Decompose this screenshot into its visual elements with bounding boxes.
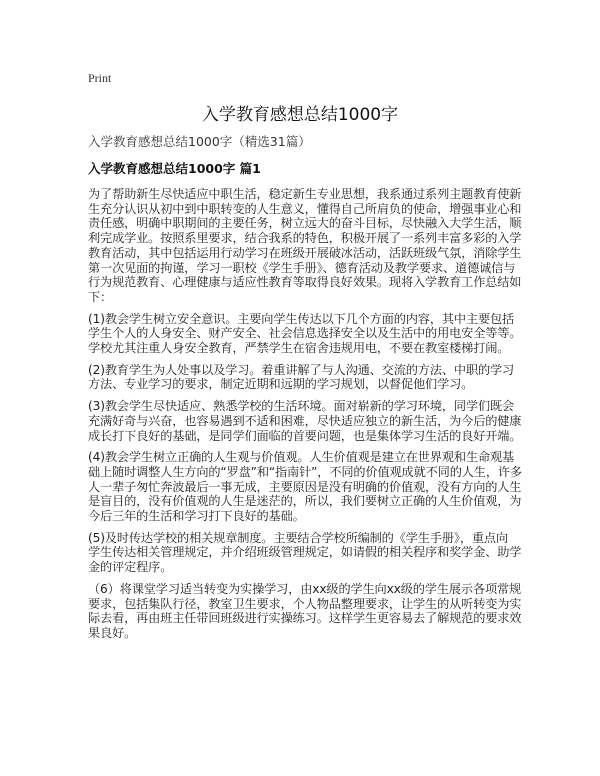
paragraph-line: 行为规范教育、心理健康与适应性教育等取得良好效果。现将入学教育工作总结如 — [88, 275, 522, 290]
paragraph — [88, 582, 528, 641]
section-heading: 入学教育感想总结1000字 篇1 — [88, 161, 261, 176]
paragraph-line: (4)教会学生树立正确的人生观与价值观。人生价值观是建立在世界观和生命观基 — [88, 450, 515, 465]
paragraph-line: 要求，包括集队行径，教室卫生要求，个人物品整理要求，让学生的从听转变为实 — [88, 596, 522, 611]
paragraph — [88, 187, 528, 305]
paragraph-line: 成长打下良好的基础，是同学们面临的首要问题，也是集体学习生活的良好开端。 — [88, 428, 522, 443]
print-link[interactable]: Print — [88, 71, 112, 85]
paragraph-line: 金的评定程序。 — [88, 560, 173, 575]
paragraph-line: (1)教会学生树立安全意识。主要向学生传达以下几个方面的内容，其中主要包括 — [88, 311, 515, 326]
paragraph — [88, 450, 528, 524]
paragraph-line: (5)及时传达学校的相关规章制度。主要结合学校所编制的《学生手册》，重点向 — [88, 530, 508, 545]
paragraph-line: 第一次见面的拘谨，学习一职校《学生手册》、德育活动及教学要求、道德诚信与 — [88, 260, 516, 275]
paragraph-line: （6）将课堂学习适当转变为实操学习，由xx级的学生向xx级的学生展示各项常规 — [88, 581, 522, 596]
paragraph-line: 人一辈子匆忙奔波最后一事无成，主要原因是没有明确的价值观，没有方向的人生 — [88, 479, 522, 494]
paragraph-line: 果良好。 — [88, 625, 137, 640]
paragraph-line: (2)教育学生为人处事以及学习。着重讲解了与人沟通、交流的方法、中职的学习 — [88, 362, 515, 377]
paragraph-line: 生充分认识从初中到中职转变的人生意义，懂得自己所肩负的使命，增强事业心和 — [88, 201, 522, 216]
paragraph-line: 学生传达相关管理规定，并介绍班级管理规定，如请假的相关程序和奖学金、助学 — [88, 545, 522, 560]
paragraph-line: 今后三年的生活和学习打下良好的基础。 — [88, 509, 305, 524]
subtitle: 入学教育感想总结1000字（精选31篇） — [88, 134, 311, 149]
paragraph — [88, 363, 528, 392]
paragraph — [88, 312, 528, 356]
paragraph-line: 际去看，再由班主任带回班级进行实操练习。这样学生更容易去了解规范的要求效 — [88, 611, 522, 626]
paragraph-line: 为了帮助新生尽快适应中职生活，稳定新生专业思想，我系通过系列主题教育使新 — [88, 187, 522, 201]
paragraph-line: 下： — [88, 289, 113, 304]
paragraph-line: 教育活动，其中包括运用行动学习在班级开展破冰活动，活跃班级气氛，消除学生 — [88, 245, 522, 260]
paragraph — [88, 399, 528, 443]
paragraph-line: 学生个人的人身安全、财产安全、社会信息选择安全以及生活中的用电安全等等。 — [88, 326, 522, 341]
paragraph-line: (3)教会学生尽快适应、熟悉学校的生活环境。面对崭新的学习环境，同学们既会 — [88, 399, 515, 414]
paragraph-line: 学校尤其注重人身安全教育，严禁学生在宿舍违规用电，不要在教室楼梯打闹。 — [88, 341, 510, 356]
paragraph-line: 充满好奇与兴奋，也容易遇到不适和困难，尽快适应独立的新生活，为今后的健康 — [88, 413, 522, 428]
paragraph-line: 是盲目的，没有价值观的人生是迷茫的，所以，我们要树立正确的人生价值观，为 — [88, 494, 522, 509]
paragraph — [88, 531, 528, 575]
article-body — [88, 187, 528, 648]
paragraph-line: 利完成学业。按照系里要求，结合我系的特色，积极开展了一系列丰富多彩的入学 — [88, 231, 522, 246]
page-title: 入学教育感想总结1000字 — [201, 105, 399, 125]
paragraph-line: 础上随时调整人生方向的“罗盘”和“指南针”，不同的价值观成就不同的人生，许多 — [88, 464, 522, 479]
paragraph-line: 方法、专业学习的要求，制定近期和远期的学习规划，以督促他们学习。 — [88, 377, 474, 392]
paragraph-line: 责任感，明确中职期间的主要任务，树立远大的奋斗目标，尽快融入大学生活，顺 — [88, 216, 522, 231]
